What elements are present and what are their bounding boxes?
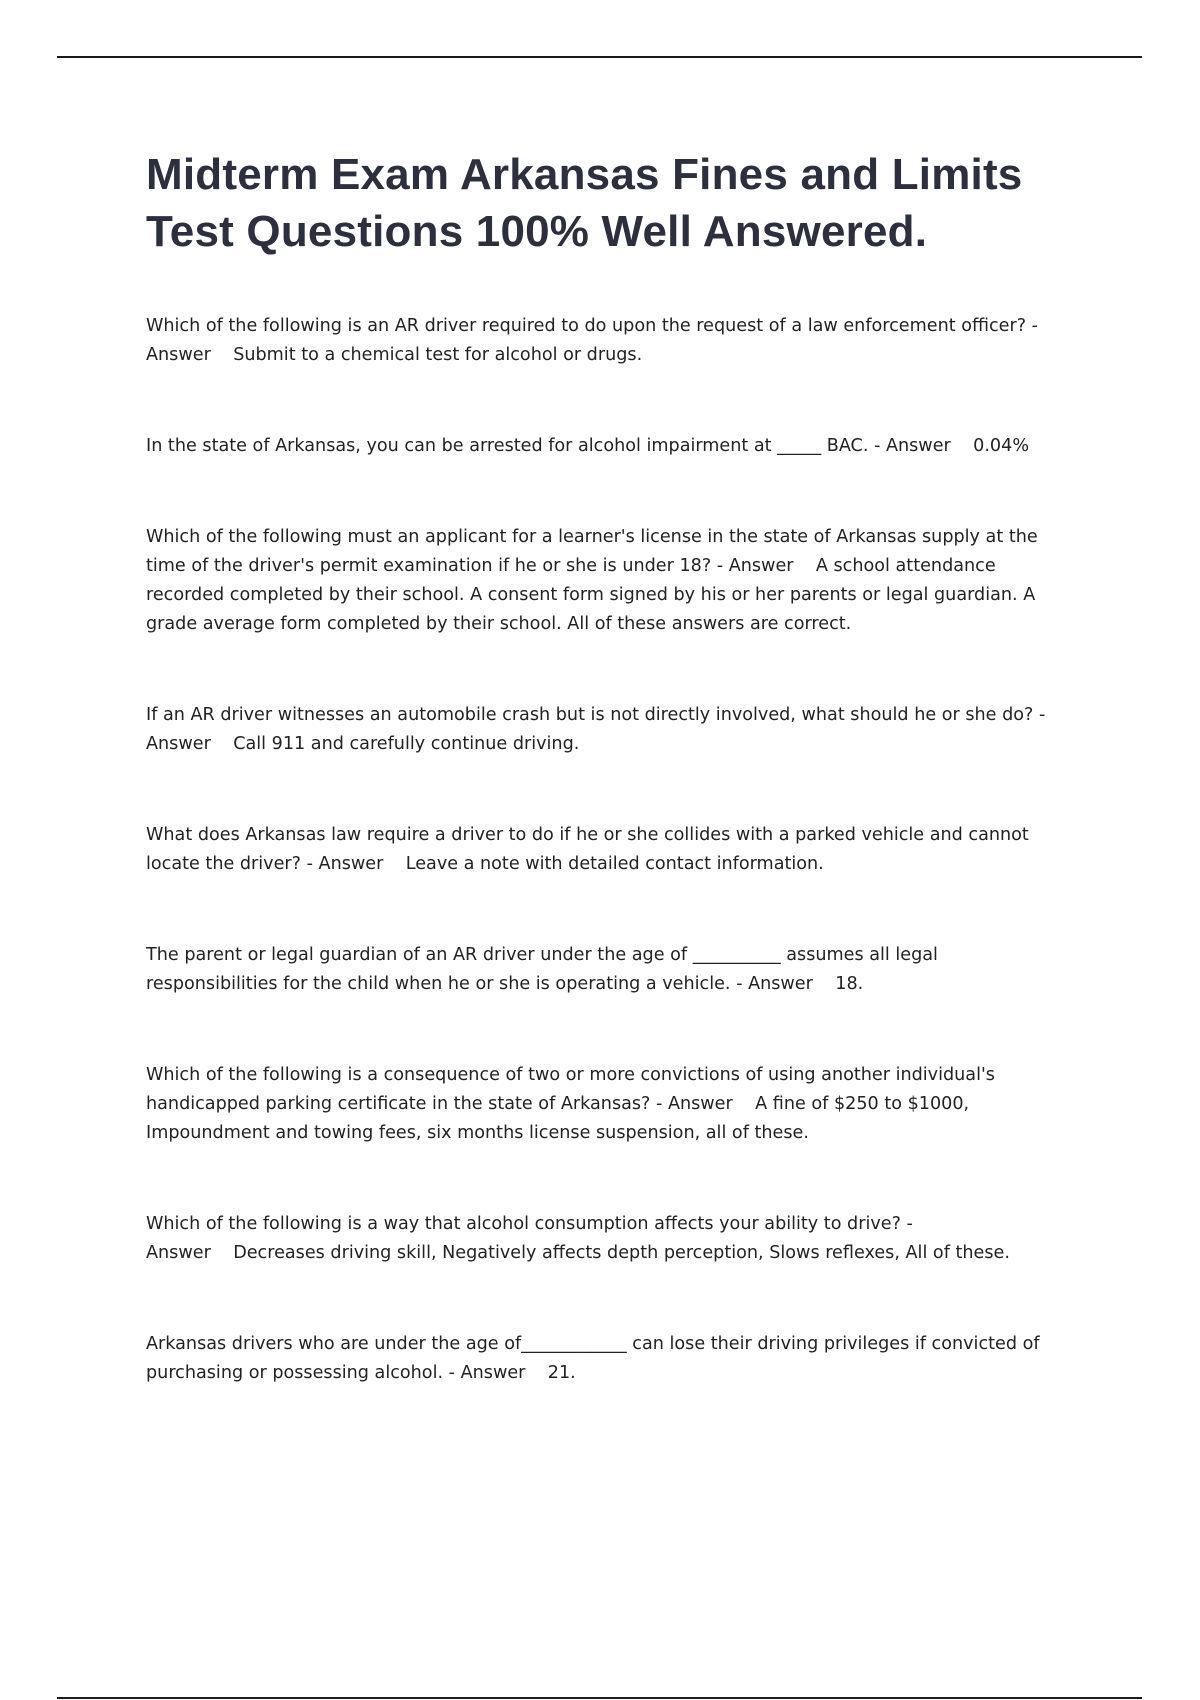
answer-text: Submit to a chemical test for alcohol or drugs. [233,345,643,365]
question-text: Arkansas drivers who are under the age of____________ can lose their driving privileges if convicted of purchasing or possessing alcohol. [146,1334,1046,1383]
answer-marker: - Answer [146,316,1044,365]
qa-item [146,312,1066,370]
qa-item [146,701,1066,759]
answer-text: 21. [547,1363,576,1383]
question-text: Which of the following is an AR driver required to do upon the request of a law enforcement officer? [146,316,1027,336]
answer-text: 0.04% [973,436,1030,456]
question-text: The parent or legal guardian of an AR driver under the age of __________ assumes all legal responsibilities for the child when he or she is operating a vehicle. [146,945,944,994]
answer-marker: - Answer [650,1094,733,1114]
question-text: Which of the following is a way that alcohol consumption affects your ability to drive? [146,1214,901,1234]
question-text: In the state of Arkansas, you can be arrested for alcohol impairment at _____ BAC. [146,436,869,456]
qa-item [146,1061,1066,1148]
top-rule [57,56,1142,58]
qa-item [146,1210,1066,1268]
question-text: Which of the following must an applicant for a learner's license in the state of Arkansas supply at the time of the driver's permit examination if he or she is under 18? [146,527,1044,576]
answer-text: Leave a note with detailed contact information. [405,854,824,874]
qa-item [146,1330,1066,1388]
answer-marker: - Answer [711,556,794,576]
answer-marker: - Answer [730,974,813,994]
qa-item [146,821,1066,879]
qa-item [146,432,1066,461]
page-title: Midterm Exam Arkansas Fines and Limits Test Questions 100% Well Answered. [146,150,1023,256]
qa-list [146,312,1066,1388]
answer-marker: - Answer [301,854,384,874]
bottom-rule [57,1697,1142,1699]
answer-text: 18. [835,974,864,994]
answer-marker: - Answer [443,1363,526,1383]
answer-text: Call 911 and carefully continue driving. [233,734,580,754]
question-text: Which of the following is a consequence of two or more convictions of using another individual's handicapped parking certificate in the state of Arkansas? [146,1065,1001,1114]
qa-item [146,523,1066,639]
answer-marker: - Answer [146,1214,919,1263]
answer-text: A school attendance recorded completed by their school. A consent form signed by his or her parents or legal guardian. A grade average form completed by their school. All of these answers are correct. [146,556,1041,634]
answer-marker: - Answer [146,705,1051,754]
answer-text: A fine of $250 to $1000, Impoundment and towing fees, six months license suspension, all of these. [146,1094,975,1143]
document-body [146,146,1066,1450]
question-text: What does Arkansas law require a driver to do if he or she collides with a parked vehicle and cannot locate the driver? [146,825,1035,874]
answer-marker: - Answer [868,436,951,456]
answer-text: Decreases driving skill, Negatively affects depth perception, Slows reflexes, All of these. [233,1243,1010,1263]
question-text: If an AR driver witnesses an automobile crash but is not directly involved, what should he or she do? [146,705,1034,725]
qa-item [146,941,1066,999]
